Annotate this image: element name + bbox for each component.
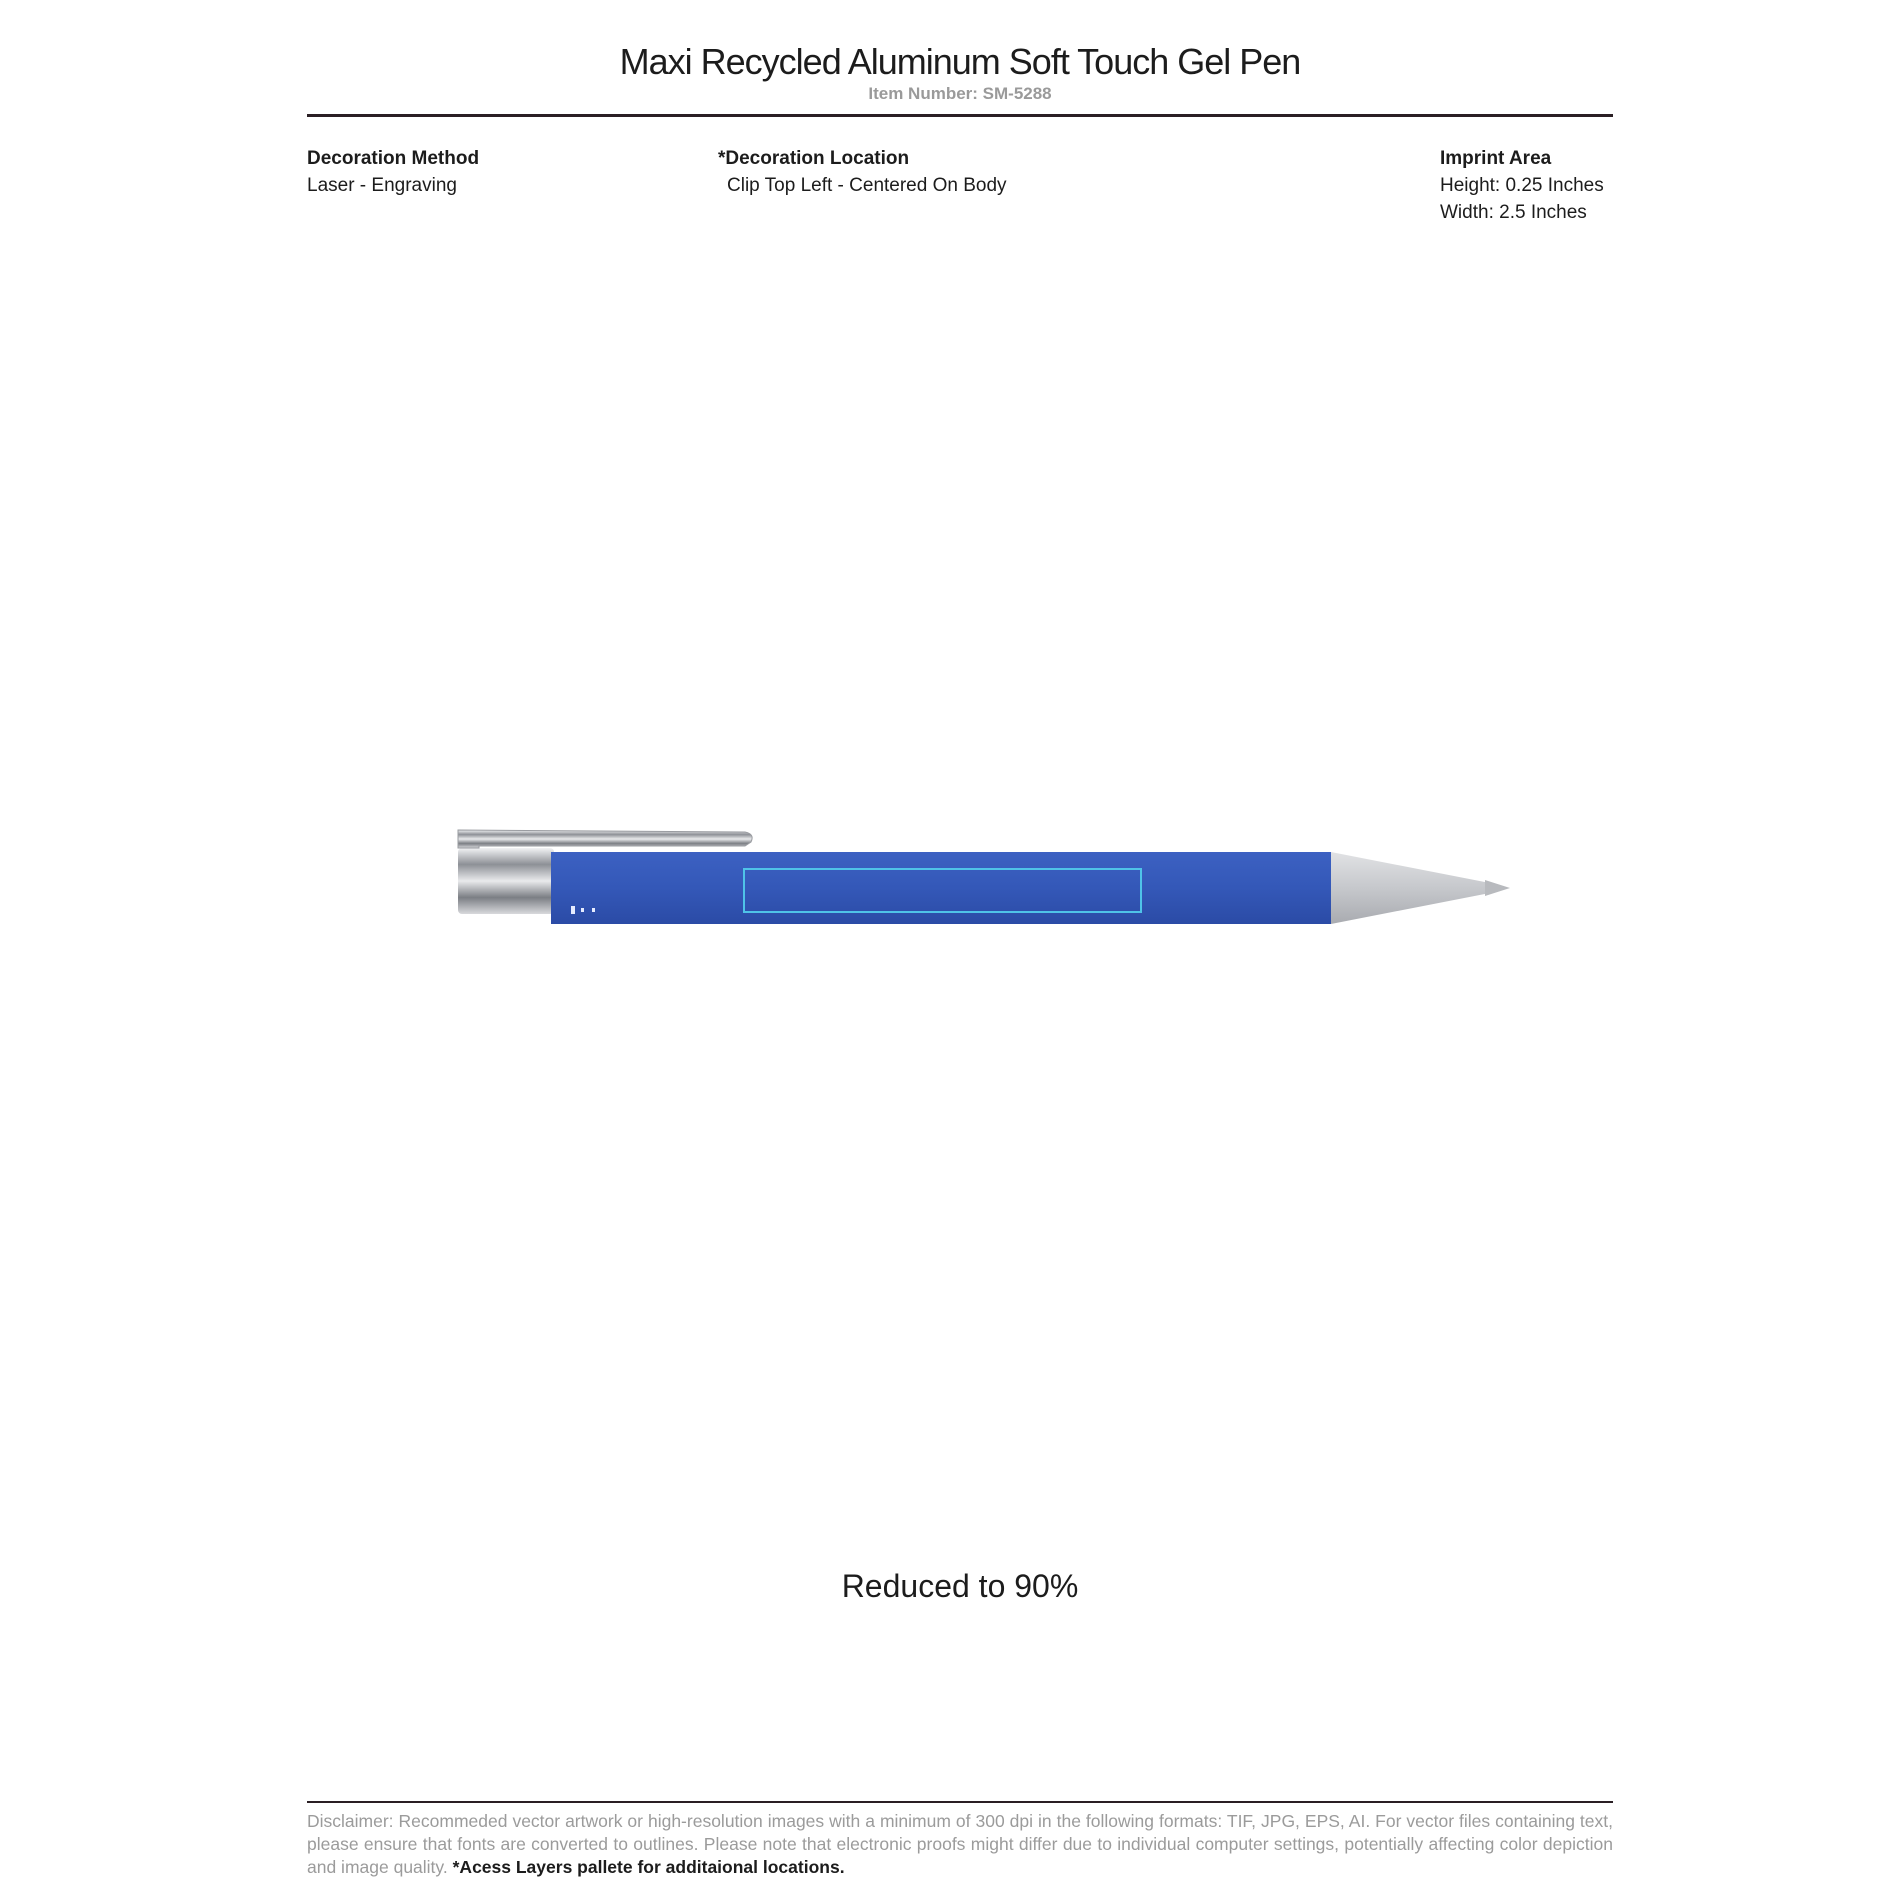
pen-clip bbox=[458, 830, 752, 848]
footer-divider bbox=[307, 1801, 1613, 1803]
decoration-location-block bbox=[718, 145, 1007, 199]
pen-barrel bbox=[551, 852, 1331, 924]
layers-note: *Acess Layers pallete for additaional locations. bbox=[452, 1857, 845, 1877]
scale-caption: Reduced to 90% bbox=[841, 1568, 1079, 1604]
decoration-method-heading: Decoration Method bbox=[307, 148, 480, 169]
imprint-area-heading: Imprint Area bbox=[1440, 148, 1552, 169]
pen-point bbox=[1485, 880, 1510, 896]
imprint-width: Width: 2.5 Inches bbox=[1440, 202, 1587, 223]
decoration-location-heading: *Decoration Location bbox=[718, 148, 910, 169]
decoration-location-value: Clip Top Left - Centered On Body bbox=[727, 175, 1007, 196]
proof-header bbox=[307, 40, 1613, 104]
disclaimer bbox=[307, 1810, 1613, 1879]
header-divider bbox=[307, 114, 1613, 117]
decoration-method-value: Laser - Engraving bbox=[307, 175, 457, 196]
decoration-method-block bbox=[307, 145, 479, 199]
pen-tip bbox=[1331, 852, 1500, 924]
imprint-area-block bbox=[1440, 145, 1604, 226]
pen-illustration bbox=[455, 820, 1515, 930]
imprint-height: Height: 0.25 Inches bbox=[1440, 175, 1604, 196]
barrel-mark bbox=[592, 908, 595, 912]
product-title: Maxi Recycled Aluminum Soft Touch Gel Pen bbox=[619, 41, 1301, 82]
barrel-mark bbox=[571, 906, 575, 914]
item-number: Item Number: SM-5288 bbox=[868, 84, 1052, 103]
pen-product-image bbox=[455, 820, 1515, 930]
barrel-mark bbox=[581, 908, 584, 912]
pen-cap bbox=[458, 848, 554, 914]
disclaimer-text: Disclaimer: Recommeded vector artwork or high-resolution images with a minimum of 300 dpi in the following formats: TIF, JPG, EPS, AI. For vector files containing text, please ensure that fonts are converted to outlines. Please note that electronic proofs might differ due to individual computer settings, potentially affecting color depiction and image quality. bbox=[307, 1811, 1613, 1877]
